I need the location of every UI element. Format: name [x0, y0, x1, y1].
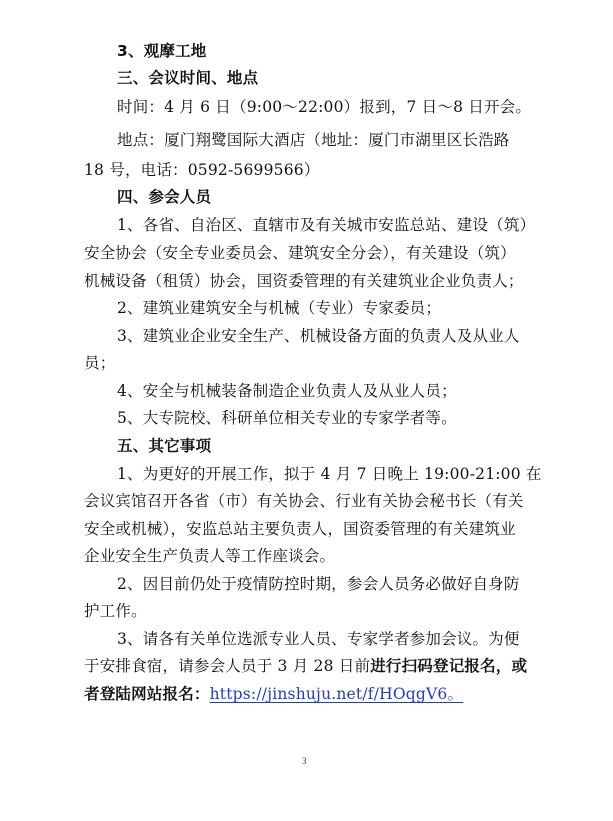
section-heading-time-place: 三、会议时间、地点 — [117, 69, 259, 87]
registration-deadline-text: 于安排食宿，请参会人员于 3 月 28 日前 — [84, 657, 371, 675]
other-item-1-cont: 会议宾馆召开各省（市）有关协会、行业有关协会秘书长（有关 — [84, 492, 524, 510]
other-item-2-cont: 护工作。 — [84, 602, 147, 620]
other-item-3-cont — [84, 655, 527, 677]
other-item-1: 1、为更好的开展工作，拟于 4 月 7 日晚上 19:00-21:00 在 — [117, 465, 542, 483]
website-registration-label: 者登陆网站报名： — [84, 685, 210, 703]
item-observe-site: 3、观摩工地 — [117, 42, 207, 60]
attendees-item-4: 4、安全与机械装备制造企业负责人及从业人员； — [117, 382, 457, 400]
attendees-item-3: 3、建筑业企业安全生产、机械设备方面的负责人及从业人 — [117, 327, 520, 345]
meeting-place: 地点：厦门翔鹭国际大酒店（地址：厦门市湖里区长浩路 — [117, 131, 510, 149]
meeting-time: 时间：4 月 6 日（9:00～22:00）报到，7 日～8 日开会。 — [117, 98, 532, 116]
other-item-2: 2、因目前仍处于疫情防控时期，参会人员务必做好自身防 — [117, 575, 520, 593]
other-item-1-cont2: 安全或机械），安监总站主要负责人，国资委管理的有关建筑业 — [84, 520, 516, 538]
other-item-3: 3、请各有关单位选派专业人员、专家学者参加会议。为便 — [117, 630, 520, 648]
page-number: 3 — [302, 756, 307, 766]
attendees-item-1-cont: 安全协会（安全专业委员会、建筑安全分会），有关建设（筑） — [84, 244, 516, 262]
attendees-item-2: 2、建筑业建筑安全与机械（专业）专家委员； — [117, 299, 442, 317]
attendees-item-1: 1、各省、自治区、直辖市及有关城市安监总站、建设（筑） — [117, 216, 536, 234]
other-item-1-cont3: 企业安全生产负责人等工作座谈会。 — [84, 547, 336, 565]
other-item-3-cont2 — [84, 683, 463, 705]
attendees-item-1-cont2: 机械设备（租赁）协会，国资委管理的有关建筑业企业负责人； — [84, 272, 524, 290]
attendees-item-3-cont: 员； — [84, 354, 116, 372]
meeting-place-cont: 18 号，电话：0592-5699566） — [84, 161, 320, 179]
registration-link[interactable]: https://jinshuju.net/f/HOqgV6。 — [209, 685, 464, 703]
section-heading-attendees: 四、参会人员 — [117, 188, 212, 206]
section-heading-other: 五、其它事项 — [117, 437, 212, 455]
attendees-item-5: 5、大专院校、科研单位相关专业的专家学者等。 — [117, 409, 457, 427]
registration-instruction: 进行扫码登记报名，或 — [370, 657, 528, 675]
